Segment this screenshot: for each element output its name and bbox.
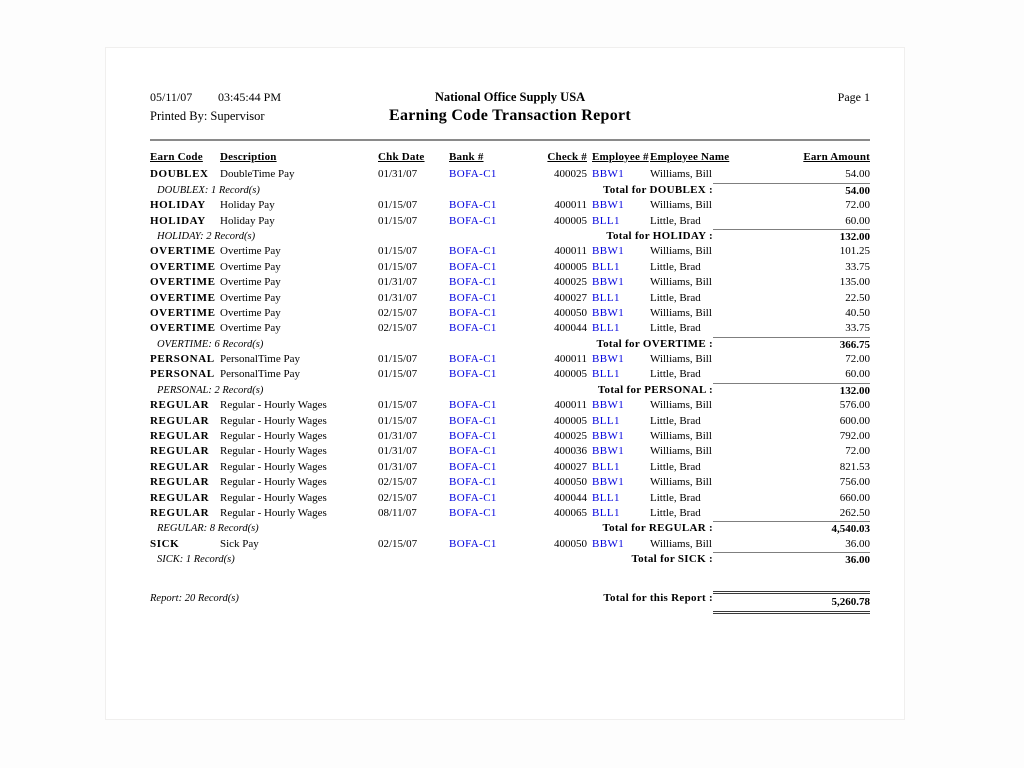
check-number-cell: 400044 [554, 491, 587, 504]
employee-name-cell: Williams, Bill [650, 276, 712, 289]
earn-code-cell: REGULAR [150, 399, 210, 412]
section-record-count: REGULAR: 8 Record(s) [157, 523, 259, 535]
employee-number-cell: BBW1 [592, 245, 625, 258]
earn-amount-cell: 60.00 [845, 368, 870, 381]
bank-number-cell: BOFA-C1 [449, 214, 497, 227]
description-cell: Overtime Pay [220, 306, 281, 319]
employee-name-cell: Williams, Bill [650, 245, 712, 258]
bank-number-cell: BOFA-C1 [449, 399, 497, 412]
section-total-label: Total for HOLIDAY : [606, 229, 713, 242]
table-row [150, 198, 870, 213]
printed-by: Printed By: Supervisor [150, 109, 265, 123]
check-number-cell: 400027 [554, 460, 587, 473]
col-header-chk-date: Chk Date [378, 151, 425, 163]
bank-number-cell: BOFA-C1 [449, 414, 497, 427]
section-record-count: SICK: 1 Record(s) [157, 554, 235, 566]
earn-code-section [150, 352, 870, 398]
print-time: 03:45:44 PM [218, 90, 282, 104]
employee-number-cell: BLL1 [592, 322, 620, 335]
table-row [150, 214, 870, 229]
earn-amount-cell: 792.00 [839, 430, 870, 443]
chk-date-cell: 01/15/07 [378, 214, 418, 227]
earn-amount-cell: 600.00 [839, 414, 870, 427]
employee-number-cell: BLL1 [592, 460, 620, 473]
print-date: 05/11/07 [150, 90, 193, 104]
bank-number-cell: BOFA-C1 [449, 245, 497, 258]
bank-number-cell: BOFA-C1 [449, 260, 497, 273]
col-header-employee-no: Employee # [592, 151, 649, 163]
table-row [150, 260, 870, 275]
chk-date-cell: 02/15/07 [378, 476, 418, 489]
employee-name-cell: Williams, Bill [650, 168, 712, 181]
earn-code-cell: SICK [150, 537, 180, 550]
check-number-cell: 400011 [554, 353, 587, 366]
employee-name-cell: Little, Brad [650, 214, 701, 227]
section-total-label: Total for OVERTIME : [596, 337, 713, 350]
employee-name-cell: Williams, Bill [650, 399, 712, 412]
employee-name-cell: Williams, Bill [650, 430, 712, 443]
earn-code-cell: HOLIDAY [150, 214, 206, 227]
table-row [150, 475, 870, 490]
earn-code-cell: OVERTIME [150, 322, 216, 335]
earn-code-cell: OVERTIME [150, 291, 216, 304]
employee-name-cell: Williams, Bill [650, 353, 712, 366]
employee-name-cell: Little, Brad [650, 460, 701, 473]
employee-number-cell: BBW1 [592, 476, 625, 489]
section-total-label: Total for DOUBLEX : [603, 183, 713, 196]
section-total-amount: 366.75 [713, 337, 870, 352]
col-header-description: Description [220, 151, 277, 163]
earn-amount-cell: 40.50 [845, 306, 870, 319]
earn-code-cell: OVERTIME [150, 306, 216, 319]
earn-code-section [150, 398, 870, 537]
employee-number-cell: BLL1 [592, 368, 620, 381]
table-row [150, 537, 870, 552]
section-summary-row [150, 183, 870, 198]
chk-date-cell: 01/31/07 [378, 430, 418, 443]
earn-code-cell: PERSONAL [150, 368, 215, 381]
employee-name-cell: Williams, Bill [650, 537, 712, 550]
header-divider [150, 139, 870, 141]
check-number-cell: 400005 [554, 368, 587, 381]
bank-number-cell: BOFA-C1 [449, 491, 497, 504]
table-row [150, 352, 870, 367]
check-number-cell: 400036 [554, 445, 587, 458]
table-row [150, 444, 870, 459]
employee-name-cell: Williams, Bill [650, 199, 712, 212]
employee-number-cell: BBW1 [592, 445, 625, 458]
earn-amount-cell: 36.00 [845, 537, 870, 550]
description-cell: Regular - Hourly Wages [220, 430, 327, 443]
chk-date-cell: 01/31/07 [378, 291, 418, 304]
employee-number-cell: BBW1 [592, 306, 625, 319]
chk-date-cell: 02/15/07 [378, 306, 418, 319]
table-row [150, 460, 870, 475]
earn-code-section [150, 167, 870, 198]
earn-code-cell: DOUBLEX [150, 168, 209, 181]
bank-number-cell: BOFA-C1 [449, 430, 497, 443]
report-page [105, 47, 905, 720]
earn-amount-cell: 262.50 [839, 506, 870, 519]
check-number-cell: 400065 [554, 506, 587, 519]
check-number-cell: 400025 [554, 168, 587, 181]
section-total-amount: 132.00 [713, 383, 870, 398]
table-row [150, 306, 870, 321]
chk-date-cell: 02/15/07 [378, 322, 418, 335]
bank-number-cell: BOFA-C1 [449, 291, 497, 304]
employee-number-cell: BBW1 [592, 399, 625, 412]
earn-code-cell: REGULAR [150, 476, 210, 489]
employee-number-cell: BLL1 [592, 214, 620, 227]
section-summary-row [150, 521, 870, 536]
earn-amount-cell: 22.50 [845, 291, 870, 304]
description-cell: PersonalTime Pay [220, 368, 300, 381]
chk-date-cell: 01/31/07 [378, 460, 418, 473]
bank-number-cell: BOFA-C1 [449, 322, 497, 335]
earn-amount-cell: 72.00 [845, 199, 870, 212]
section-total-amount: 36.00 [713, 552, 870, 567]
description-cell: Holiday Pay [220, 199, 275, 212]
chk-date-cell: 01/31/07 [378, 168, 418, 181]
employee-name-cell: Little, Brad [650, 414, 701, 427]
check-number-cell: 400050 [554, 537, 587, 550]
description-cell: PersonalTime Pay [220, 353, 300, 366]
chk-date-cell: 01/15/07 [378, 199, 418, 212]
check-number-cell: 400027 [554, 291, 587, 304]
report-record-count: Report: 20 Record(s) [150, 592, 239, 604]
employee-name-cell: Williams, Bill [650, 445, 712, 458]
bank-number-cell: BOFA-C1 [449, 368, 497, 381]
col-header-bank: Bank # [449, 151, 484, 163]
employee-number-cell: BLL1 [592, 491, 620, 504]
chk-date-cell: 08/11/07 [378, 506, 417, 519]
employee-name-cell: Williams, Bill [650, 476, 712, 489]
description-cell: Overtime Pay [220, 260, 281, 273]
check-number-cell: 400025 [554, 276, 587, 289]
bank-number-cell: BOFA-C1 [449, 460, 497, 473]
description-cell: DoubleTime Pay [220, 168, 295, 181]
earn-amount-cell: 576.00 [839, 399, 870, 412]
section-summary-row [150, 337, 870, 352]
bank-number-cell: BOFA-C1 [449, 168, 497, 181]
section-total-amount: 132.00 [713, 229, 870, 244]
section-total-amount: 54.00 [713, 183, 870, 198]
description-cell: Overtime Pay [220, 245, 281, 258]
col-header-employee-name: Employee Name [650, 151, 730, 163]
report-header [150, 90, 870, 139]
earn-code-section [150, 198, 870, 244]
table-row [150, 244, 870, 259]
chk-date-cell: 01/15/07 [378, 245, 418, 258]
earn-code-section [150, 244, 870, 352]
bank-number-cell: BOFA-C1 [449, 506, 497, 519]
section-total-amount: 4,540.03 [713, 521, 870, 536]
report-total-label: Total for this Report : [603, 591, 713, 604]
check-number-cell: 400011 [554, 245, 587, 258]
table-row [150, 367, 870, 382]
page-number: Page 1 [837, 90, 870, 104]
report-total-row [150, 591, 870, 614]
earn-code-cell: OVERTIME [150, 245, 216, 258]
chk-date-cell: 01/15/07 [378, 399, 418, 412]
description-cell: Regular - Hourly Wages [220, 476, 327, 489]
check-number-cell: 400005 [554, 260, 587, 273]
chk-date-cell: 02/15/07 [378, 537, 418, 550]
table-row [150, 506, 870, 521]
table-row [150, 167, 870, 182]
earn-amount-cell: 101.25 [839, 245, 870, 258]
description-cell: Regular - Hourly Wages [220, 460, 327, 473]
check-number-cell: 400025 [554, 430, 587, 443]
chk-date-cell: 01/31/07 [378, 276, 418, 289]
bank-number-cell: BOFA-C1 [449, 476, 497, 489]
earn-amount-cell: 72.00 [845, 445, 870, 458]
table-row [150, 491, 870, 506]
chk-date-cell: 01/31/07 [378, 445, 418, 458]
section-summary-row [150, 383, 870, 398]
bank-number-cell: BOFA-C1 [449, 537, 497, 550]
table-row [150, 398, 870, 413]
section-record-count: DOUBLEX: 1 Record(s) [157, 184, 260, 196]
col-header-check-no: Check # [547, 151, 587, 163]
description-cell: Overtime Pay [220, 322, 281, 335]
earn-amount-cell: 135.00 [839, 276, 870, 289]
earn-code-cell: HOLIDAY [150, 199, 206, 212]
employee-name-cell: Little, Brad [650, 368, 701, 381]
earn-code-cell: REGULAR [150, 430, 210, 443]
employee-number-cell: BBW1 [592, 276, 625, 289]
description-cell: Regular - Hourly Wages [220, 445, 327, 458]
earn-amount-cell: 821.53 [839, 460, 870, 473]
table-row [150, 321, 870, 336]
section-record-count: PERSONAL: 2 Record(s) [157, 384, 264, 396]
employee-number-cell: BLL1 [592, 260, 620, 273]
earn-code-cell: REGULAR [150, 491, 210, 504]
check-number-cell: 400005 [554, 214, 587, 227]
employee-name-cell: Little, Brad [650, 506, 701, 519]
earn-code-cell: PERSONAL [150, 353, 215, 366]
section-summary-row [150, 229, 870, 244]
chk-date-cell: 01/15/07 [378, 353, 418, 366]
employee-number-cell: BBW1 [592, 353, 625, 366]
earn-amount-cell: 33.75 [845, 260, 870, 273]
employee-number-cell: BLL1 [592, 291, 620, 304]
check-number-cell: 400005 [554, 414, 587, 427]
section-total-label: Total for PERSONAL : [597, 383, 713, 396]
table-row [150, 275, 870, 290]
earn-code-cell: REGULAR [150, 460, 210, 473]
check-number-cell: 400050 [554, 476, 587, 489]
earn-code-cell: REGULAR [150, 506, 210, 519]
report-table [150, 167, 870, 567]
table-row [150, 429, 870, 444]
employee-name-cell: Williams, Bill [650, 306, 712, 319]
chk-date-cell: 01/15/07 [378, 414, 418, 427]
section-total-label: Total for SICK : [631, 553, 713, 566]
earn-amount-cell: 72.00 [845, 353, 870, 366]
earn-code-cell: OVERTIME [150, 276, 216, 289]
description-cell: Regular - Hourly Wages [220, 491, 327, 504]
section-total-label: Total for REGULAR : [602, 522, 713, 535]
employee-name-cell: Little, Brad [650, 291, 701, 304]
earn-amount-cell: 756.00 [839, 476, 870, 489]
check-number-cell: 400050 [554, 306, 587, 319]
col-header-earn-amount: Earn Amount [803, 151, 870, 163]
description-cell: Overtime Pay [220, 276, 281, 289]
earn-amount-cell: 60.00 [845, 214, 870, 227]
check-number-cell: 400011 [554, 399, 587, 412]
section-summary-row [150, 552, 870, 567]
chk-date-cell: 01/15/07 [378, 260, 418, 273]
earn-amount-cell: 660.00 [839, 491, 870, 504]
earn-code-cell: REGULAR [150, 414, 210, 427]
bank-number-cell: BOFA-C1 [449, 306, 497, 319]
description-cell: Sick Pay [220, 537, 259, 550]
section-record-count: OVERTIME: 6 Record(s) [157, 338, 264, 350]
employee-name-cell: Little, Brad [650, 322, 701, 335]
col-header-earn-code: Earn Code [150, 151, 203, 163]
employee-number-cell: BLL1 [592, 506, 620, 519]
employee-name-cell: Little, Brad [650, 491, 701, 504]
chk-date-cell: 01/15/07 [378, 368, 418, 381]
report-content [150, 90, 870, 614]
check-number-cell: 400044 [554, 322, 587, 335]
table-row [150, 414, 870, 429]
chk-date-cell: 02/15/07 [378, 491, 418, 504]
table-row [150, 291, 870, 306]
column-header-row [150, 150, 870, 165]
earn-code-section [150, 537, 870, 568]
bank-number-cell: BOFA-C1 [449, 199, 497, 212]
earn-amount-cell: 33.75 [845, 322, 870, 335]
bank-number-cell: BOFA-C1 [449, 353, 497, 366]
description-cell: Regular - Hourly Wages [220, 414, 327, 427]
employee-number-cell: BBW1 [592, 199, 625, 212]
section-record-count: HOLIDAY: 2 Record(s) [157, 230, 256, 242]
description-cell: Holiday Pay [220, 214, 275, 227]
report-title: Earning Code Transaction Report [388, 107, 632, 124]
earn-amount-cell: 54.00 [845, 168, 870, 181]
earn-code-cell: REGULAR [150, 445, 210, 458]
employee-number-cell: BBW1 [592, 537, 625, 550]
employee-number-cell: BBW1 [592, 430, 625, 443]
bank-number-cell: BOFA-C1 [449, 445, 497, 458]
report-total-amount: 5,260.78 [713, 591, 870, 614]
employee-number-cell: BBW1 [592, 168, 625, 181]
employee-number-cell: BLL1 [592, 414, 620, 427]
description-cell: Overtime Pay [220, 291, 281, 304]
employee-name-cell: Little, Brad [650, 260, 701, 273]
description-cell: Regular - Hourly Wages [220, 399, 327, 412]
bank-number-cell: BOFA-C1 [449, 276, 497, 289]
company-name: National Office Supply USA [434, 90, 586, 104]
description-cell: Regular - Hourly Wages [220, 506, 327, 519]
check-number-cell: 400011 [554, 199, 587, 212]
earn-code-cell: OVERTIME [150, 260, 216, 273]
